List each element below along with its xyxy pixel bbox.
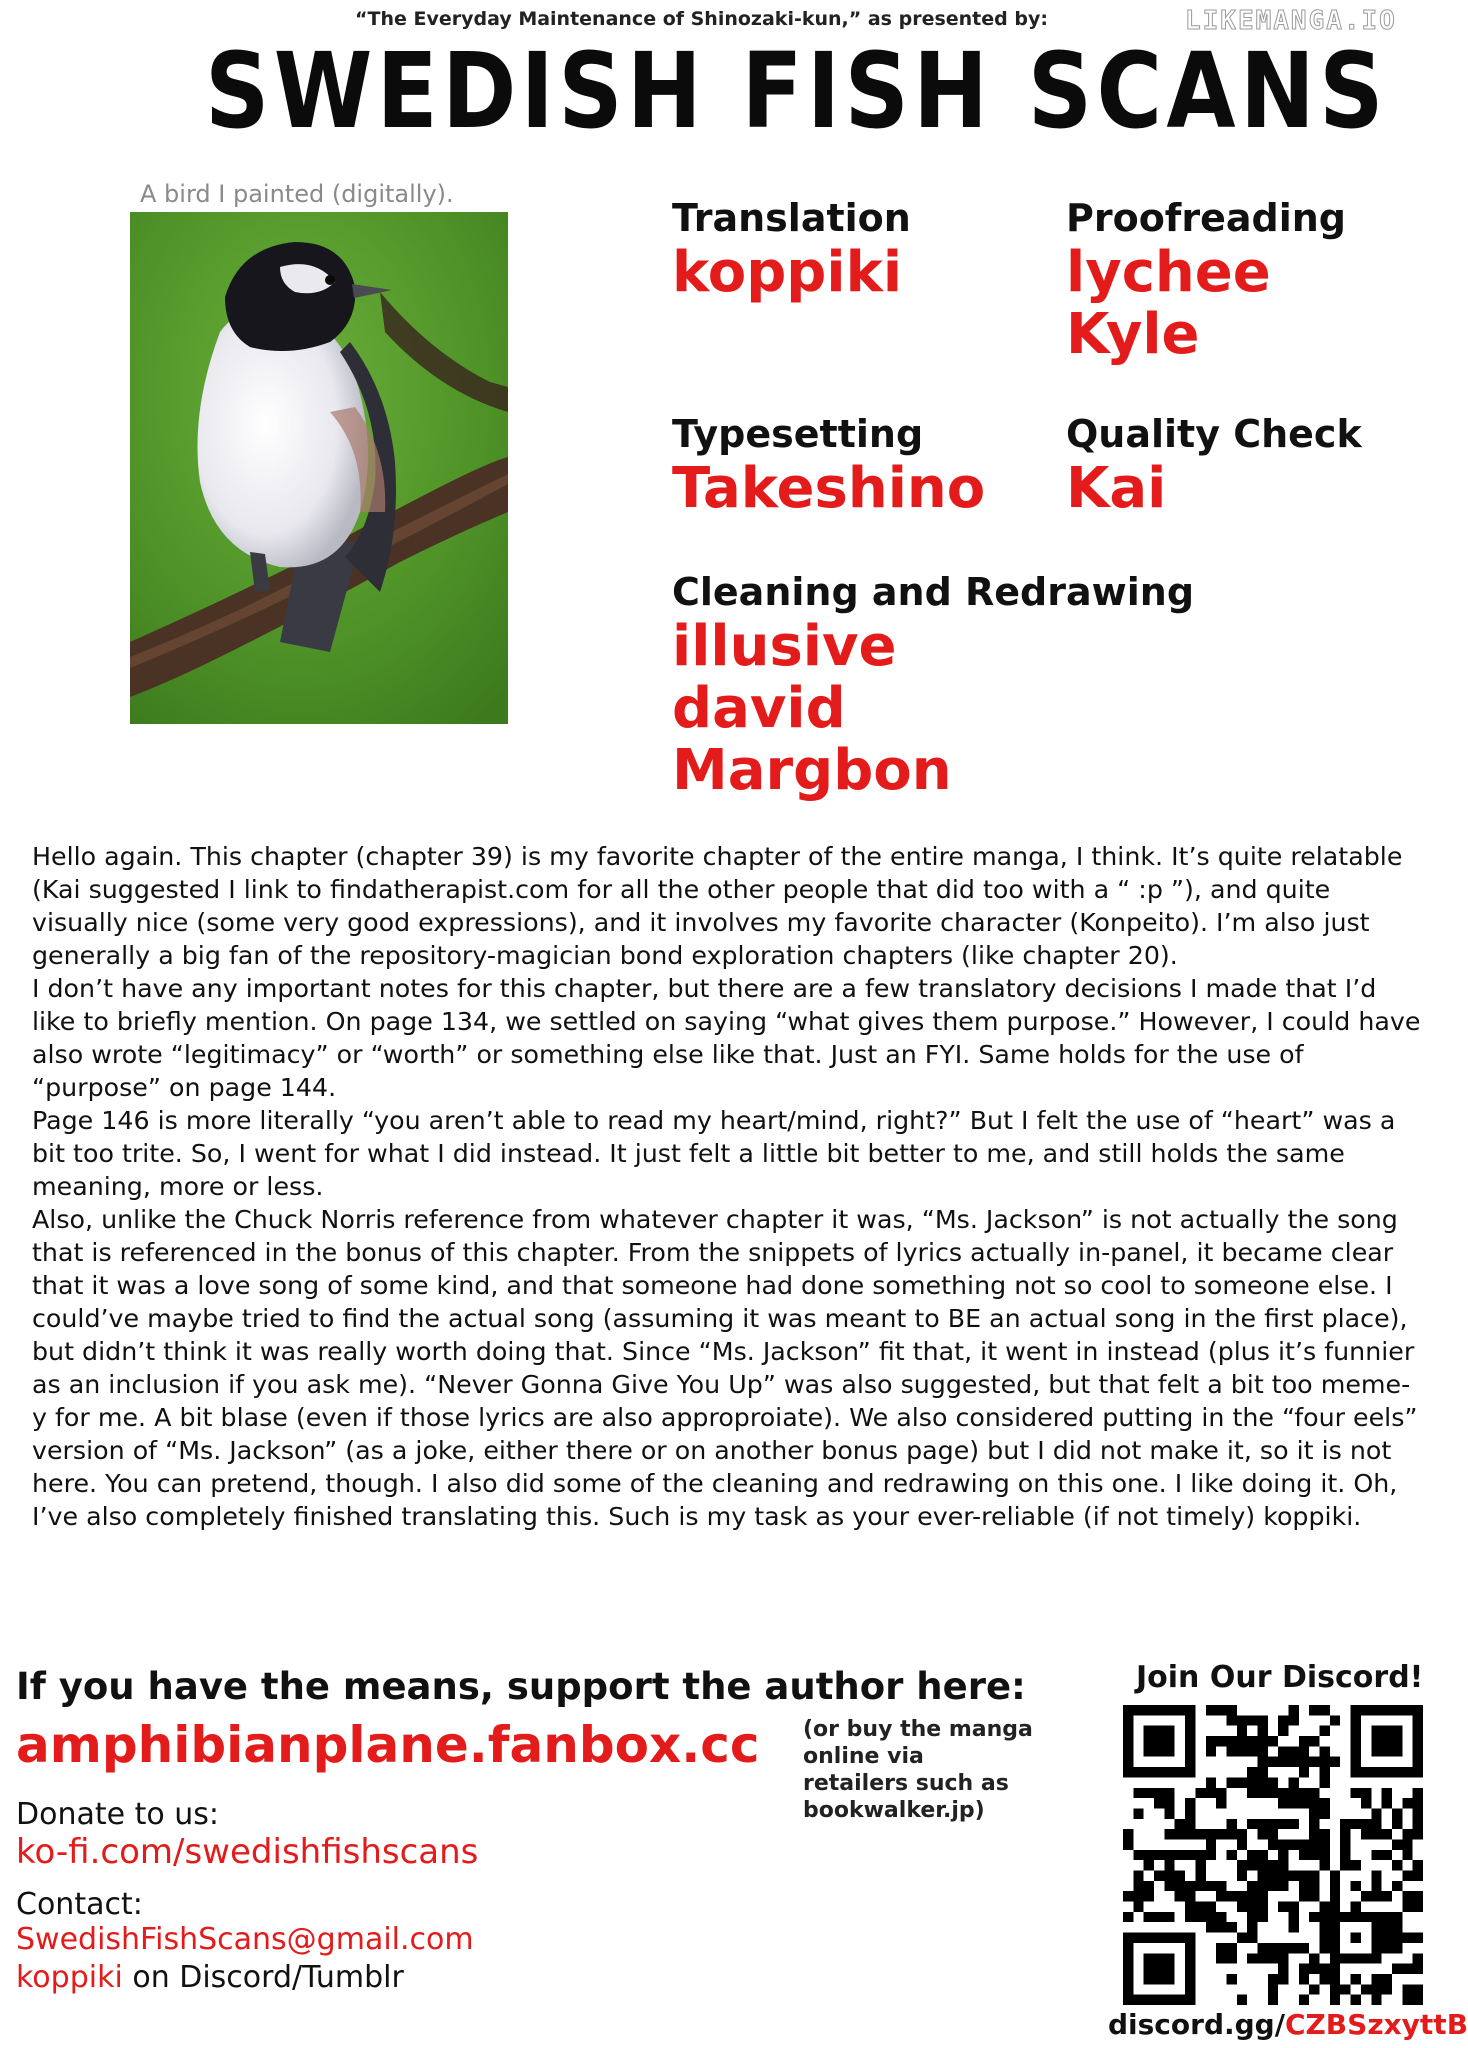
credit-name: koppiki — [672, 240, 903, 305]
credit-name: illusive — [672, 614, 897, 679]
bird-caption: A bird I painted (digitally). — [140, 180, 454, 208]
credit-cleaning-redrawing — [672, 570, 1194, 802]
note-paragraph: I don’t have any important notes for this chapter, but there are a few translatory decisions I made that I’d like to briefly mention. On page 134, we settled on saying “what gives them purpose.” However, I could have also wrote “legitimacy” or “worth” or something else like that. Just an FYI. Same holds for the use of “purpose” on page 144. — [32, 974, 1421, 1102]
credit-name: Kyle — [1066, 302, 1200, 367]
credit-name: Kai — [1066, 456, 1167, 521]
contact-social — [16, 1960, 404, 1995]
buy-manga-note: (or buy the manga online via retailers such as bookwalker.jp) — [803, 1717, 1033, 1823]
presented-by-line: “The Everyday Maintenance of Shinozaki-kun,” as presented by: — [355, 8, 1048, 30]
credit-role-label: Typesetting — [672, 412, 924, 456]
contact-social-name[interactable]: koppiki — [16, 1960, 123, 1995]
note-paragraph: Hello again. This chapter (chapter 39) is my favorite chapter of the entire manga, I think. It’s quite relatable (Kai suggested I link to findatherapist.com for all the other people that did too with a “ :p ”), and quite visually nice (some very good expressions), and it involves my favorite character (Konpeito). I’m also just generally a big fan of the repository-magician bond exploration chapters (like chapter 20). — [32, 842, 1403, 970]
discord-link-code: CZBSzxyttB — [1284, 2008, 1468, 2041]
credit-translation — [672, 196, 911, 304]
note-paragraph: Also, unlike the Chuck Norris reference from whatever chapter it was, “Ms. Jackson” is not actually the song that is referenced in the bonus of this chapter. From the snippets of lyrics actually in-panel, it became clear that it was a love song of some kind, and that someone had done something not so cool to someone else. I could’ve maybe tried to find the actual song (assuming it was meant to BE an actual song in the first place), but didn’t think it was really worth doing that. Since “Ms. Jackson” fit that, it went in instead (plus it’s funnier as an inclusion if you ask me). “Never Gonna Give You Up” was also suggested, but that felt a bit too meme-y for me. A bit blase (even if those lyrics are also approproiate). We also considered putting in the “four eels” version of “Ms. Jackson” (as a joke, either there or on another bonus page) but I did not make it, so it is not here. You can pretend, though. I also did some of the cleaning and redrawing on this one. I like doing it. Oh, I’ve also completely finished translating this. Such is my task as your ever-reliable (if not timely) koppiki. — [32, 1205, 1418, 1531]
support-heading: If you have the means, support the author here: — [16, 1665, 1026, 1708]
discord-qr-code[interactable] — [1123, 1705, 1423, 2005]
credit-role-label: Quality Check — [1066, 412, 1362, 456]
donate-label: Donate to us: — [16, 1797, 220, 1832]
site-watermark: LIKEMANGA.IO — [1185, 6, 1397, 36]
discord-invite-link[interactable] — [1108, 2008, 1468, 2041]
translator-note — [32, 840, 1422, 1533]
credit-role-label: Proofreading — [1066, 196, 1346, 240]
discord-link-prefix: discord.gg/ — [1108, 2008, 1285, 2041]
discord-heading: Join Our Discord! — [1136, 1660, 1424, 1695]
credit-name: Takeshino — [672, 456, 986, 521]
contact-label: Contact: — [16, 1887, 143, 1922]
credit-name: lychee — [1066, 240, 1271, 305]
credit-name: david — [672, 676, 846, 741]
group-title: SWEDISH FISH SCANS — [205, 30, 1388, 152]
credit-typesetting — [672, 412, 985, 520]
kofi-link[interactable]: ko-fi.com/swedishfishscans — [16, 1832, 479, 1872]
author-fanbox-link[interactable]: amphibianplane.fanbox.cc — [16, 1716, 760, 1774]
note-paragraph: Page 146 is more literally “you aren’t able to read my heart/mind, right?” But I felt the use of “heart” was a bit too trite. So, I went for what I did instead. It just felt a little bit better to me, and still holds the same meaning, more or less. — [32, 1106, 1396, 1201]
credit-name: Margbon — [672, 738, 952, 803]
credit-role-label: Cleaning and Redrawing — [672, 570, 1195, 614]
credit-role-label: Translation — [672, 196, 911, 240]
bird-painting-image — [130, 212, 508, 724]
credit-proofreading — [1066, 196, 1346, 366]
contact-email-link[interactable]: SwedishFishScans@gmail.com — [16, 1922, 474, 1957]
contact-social-rest: on Discord/Tumblr — [122, 1960, 404, 1995]
credit-quality-check — [1066, 412, 1362, 520]
